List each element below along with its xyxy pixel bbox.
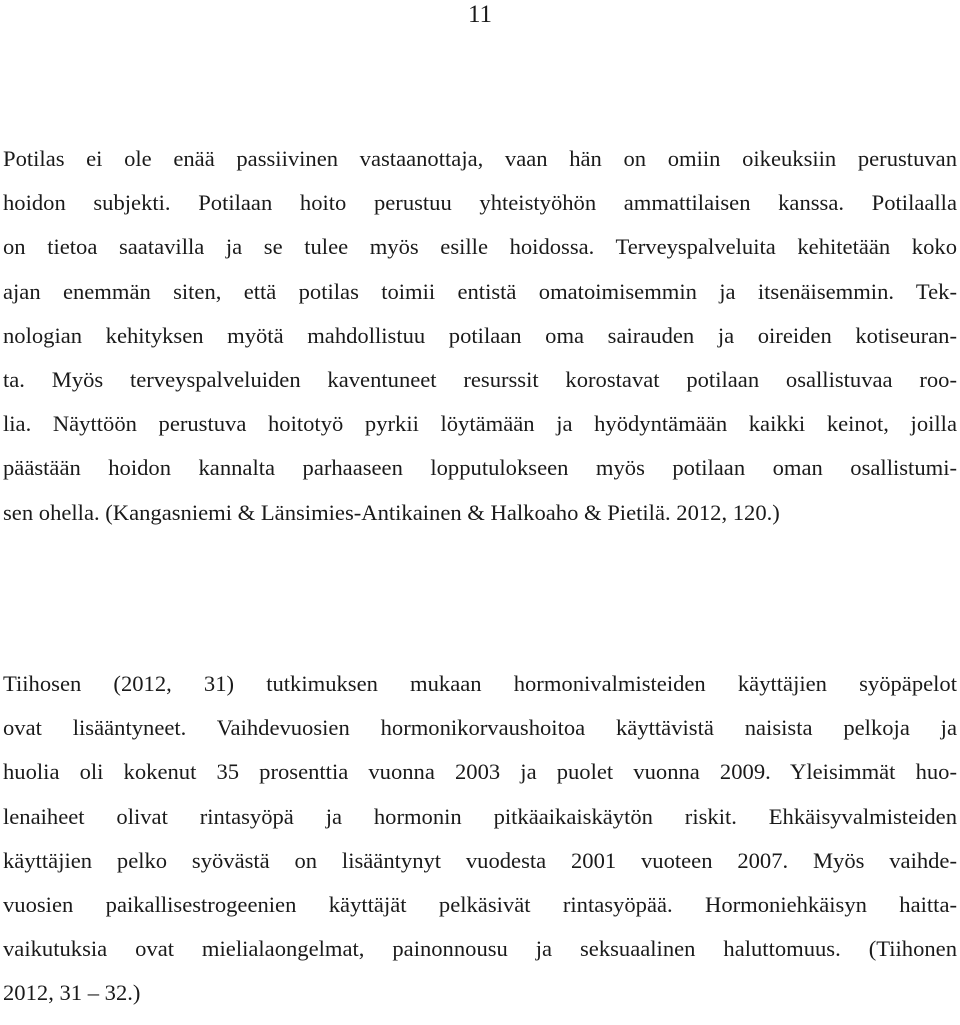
page-number: 11: [467, 1, 493, 28]
paragraph-line: 2012, 31 – 32.): [3, 980, 141, 1006]
body-paragraph-2: [3, 662, 957, 1016]
paragraph-line: on tietoa saatavilla ja se tulee myös esille hoidossa. Terveyspalveluita kehitetään koko: [3, 234, 957, 260]
paragraph-line: hoidon subjekti. Potilaan hoito perustuu yhteistyöhön ammattilaisen kanssa. Potilaalla: [3, 190, 957, 216]
paragraph-line: sen ohella. (Kangasniemi & Länsimies-Antikainen & Halkoaho & Pietilä. 2012, 120.): [3, 499, 780, 525]
paragraph-line: nologian kehityksen myötä mahdollistuu potilaan oma sairauden ja oireiden kotiseuran-: [3, 322, 957, 348]
paragraph-line: Potilas ei ole enää passiivinen vastaanottaja, vaan hän on omiin oikeuksiin perustuvan: [3, 146, 957, 171]
body-paragraph-1: [3, 137, 957, 535]
paragraph-line: käyttäjien pelko syövästä on lisääntynyt vuodesta 2001 vuoteen 2007. Myös vaihde-: [3, 847, 957, 873]
paragraph-line: ajan enemmän siten, että potilas toimii entistä omatoimisemmin ja itsenäisemmin. Tek-: [3, 278, 957, 304]
paragraph-line: lia. Näyttöön perustuva hoitotyö pyrkii löytämään ja hyödyntämään kaikki keinot, joilla: [3, 411, 957, 437]
paragraph-line: Tiihosen (2012, 31) tutkimuksen mukaan hormonivalmisteiden käyttäjien syöpäpelot: [3, 671, 957, 696]
paragraph-line: huolia oli kokenut 35 prosenttia vuonna 2003 ja puolet vuonna 2009. Yleisimmät huo-: [3, 759, 957, 785]
paragraph-line: ovat lisääntyneet. Vaihdevuosien hormonikorvaushoitoa käyttävistä naisista pelkoja ja: [3, 715, 957, 741]
paragraph-line: päästään hoidon kannalta parhaaseen lopputulokseen myös potilaan oman osallistumi-: [3, 455, 957, 481]
paragraph-line: vuosien paikallisestrogeenien käyttäjät pelkäsivät rintasyöpää. Hormoniehkäisyn haitta-: [3, 892, 957, 918]
paragraph-line: vaikutuksia ovat mielialaongelmat, painonnousu ja seksuaalinen haluttomuus. (Tiihonen: [3, 936, 957, 962]
paragraph-line: ta. Myös terveyspalveluiden kaventuneet resurssit korostavat potilaan osallistuvaa roo-: [3, 367, 957, 393]
paragraph-line: lenaiheet olivat rintasyöpä ja hormonin pitkäaikaiskäytön riskit. Ehkäisyvalmisteiden: [3, 803, 957, 829]
